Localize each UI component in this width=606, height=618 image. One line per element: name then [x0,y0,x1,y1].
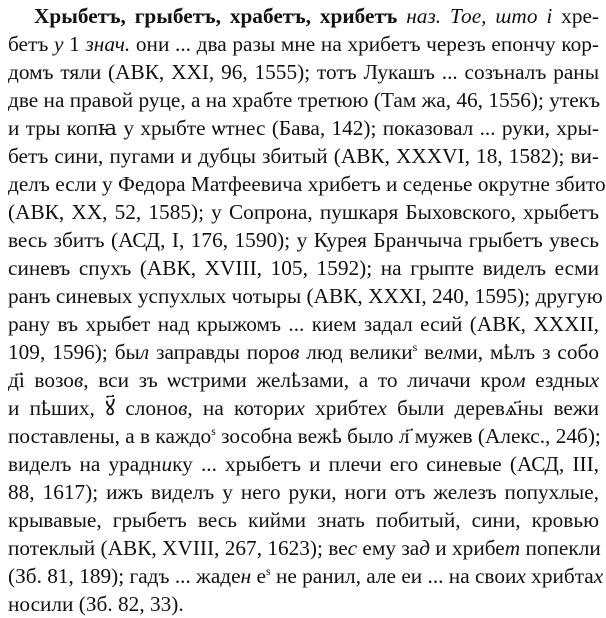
italic-text: х [593,564,604,588]
entry-text: ве [417,340,444,364]
entry-text: весь збитъ (АСД, I, 176, 1590); у Курея Бранчыча грыбетъ увесь [8,228,599,252]
entry-text: поставлены, а в каждо [8,424,212,448]
entry-line [8,590,599,618]
entry-text: заправды поро [149,340,291,364]
entry-text: 88, 1617); ижъ виделъ у него руки, ноги отъ железъ попухлые, [8,480,599,504]
entry-text: ранъ синевых успухлых чотыры (АВК, XXXI, 240, 1595); другую [8,284,603,308]
entry-text: люд велики [299,340,413,364]
entry-text: е [251,564,266,588]
entry-line [8,254,599,282]
italic-text: д [419,536,430,560]
headword: Хрыбетъ, грыбетъ, храбетъ, хрибетъ [34,4,398,28]
entry-text: д҃і возо [8,368,74,392]
entry-line [8,534,599,562]
italic-text: с [347,536,358,560]
superscript-text: s [412,340,418,354]
entry-text: бетъ сини, пугами и дубцы збитый (АВК, XXXVI, 18, 1582); ви- [8,144,599,168]
italic-text: х [516,564,526,588]
entry-line [8,30,599,58]
entry-line [8,86,599,114]
entry-line [8,450,599,478]
entry-line [8,2,599,30]
entry-text: не ранил, але еи ... на свои [270,564,517,588]
italic-text: л [443,340,453,364]
italic-text: наз. Тое, што і [406,4,553,28]
entry-text: зособна вежҍ было л҃ мужев (Алекс., 24б); [215,424,601,448]
entry-text: крывавые, грыбетъ весь кийми знать побитый, сини, кровью [8,508,599,532]
entry-line [8,422,599,450]
entry-text: и пҍших, ꙋ҃ слоно [8,396,179,420]
italic-text: х [589,368,600,392]
entry-text: и хрибе [429,536,505,560]
entry-text: рану въ хрыбет над крыжомъ ... кием задал есий (АВК, XXXII, [8,312,599,336]
entry-text: хре- [552,4,600,28]
entry-line [8,142,599,170]
entry-text: ему за [357,536,420,560]
entry-text: 1 [63,32,86,56]
entry-line [8,226,599,254]
entry-text: домъ тяли (АВК, XXI, 96, 1555); тотъ Лукашъ ... созъналъ раны [8,60,599,84]
entry-line [8,478,599,506]
entry-text: хрибта [525,564,594,588]
entry-text: , на котори [187,396,296,420]
entry-text: хрибте [304,396,378,420]
entry-text: виделъ на урадн [8,452,162,476]
italic-text: в [178,396,188,420]
italic-text: в [290,340,300,364]
entry-text [397,4,406,28]
entry-text: , вси зъ ѡстрими желҍзами, а то личачи кро [83,368,512,392]
italic-text: и [161,452,173,476]
entry-text: делъ если у Федора Матфеевича хрибетъ и седенье окрутне збито [8,172,606,196]
entry-line [8,338,599,366]
superscript-text: s [265,564,271,578]
entry-text: синевъ спухъ (АВК, XVIII, 105, 1592); на грыпте виделъ есми [8,256,599,280]
entry-line [8,58,599,86]
entry-text: две на правой руце, а на храбте третюю (Там жа, 46, 1556); утекъ [8,88,601,112]
entry-line [8,562,604,590]
entry-text: 109, 1596); бы [8,340,140,364]
italic-text: знач. [85,32,131,56]
entry-text: ездны [525,368,590,392]
entry-line [8,366,599,394]
entry-line [8,310,599,338]
entry-line [8,282,603,310]
entry-text: и тры копꙗ у хрыбте ѡтнес (Бава, 142); показовал ... руки, хры- [8,116,599,140]
entry-text: попекли [520,536,601,560]
entry-text: ку ... хрыбетъ и плечи его синевые (АСД, III, [172,452,599,476]
italic-text: м [512,368,526,392]
italic-text: т [504,536,521,560]
entry-line [8,198,599,226]
italic-text: н [240,564,252,588]
italic-text: в [73,368,84,392]
entry-text: (АВК, XX, 52, 1585); у Сопрона, пушкаря Быховского, хрыбетъ [8,200,599,224]
entry-text: (Зб. 81, 189); гадъ ... жаде [8,564,241,588]
entry-line [8,170,606,198]
entry-text: бетъ [8,32,55,56]
entry-text: были деревѧ҃ны вежи [386,396,599,420]
entry-text: носили (Зб. 82, 33). [8,592,184,616]
entry-text: они ... два разы мне на хрибетъ черезъ епончу кор- [130,32,599,56]
italic-text: х [295,396,305,420]
entry-line [8,506,599,534]
italic-text: л [139,340,150,364]
entry-text: потеклый (АВК, XVIII, 267, 1623); ве [8,536,348,560]
superscript-text: s [211,424,216,438]
entry-text: ми, мҍлъ з собо [452,340,599,364]
italic-text: х [377,396,387,420]
italic-text: у [54,32,64,56]
entry-line [8,394,599,422]
entry-line [8,114,599,142]
